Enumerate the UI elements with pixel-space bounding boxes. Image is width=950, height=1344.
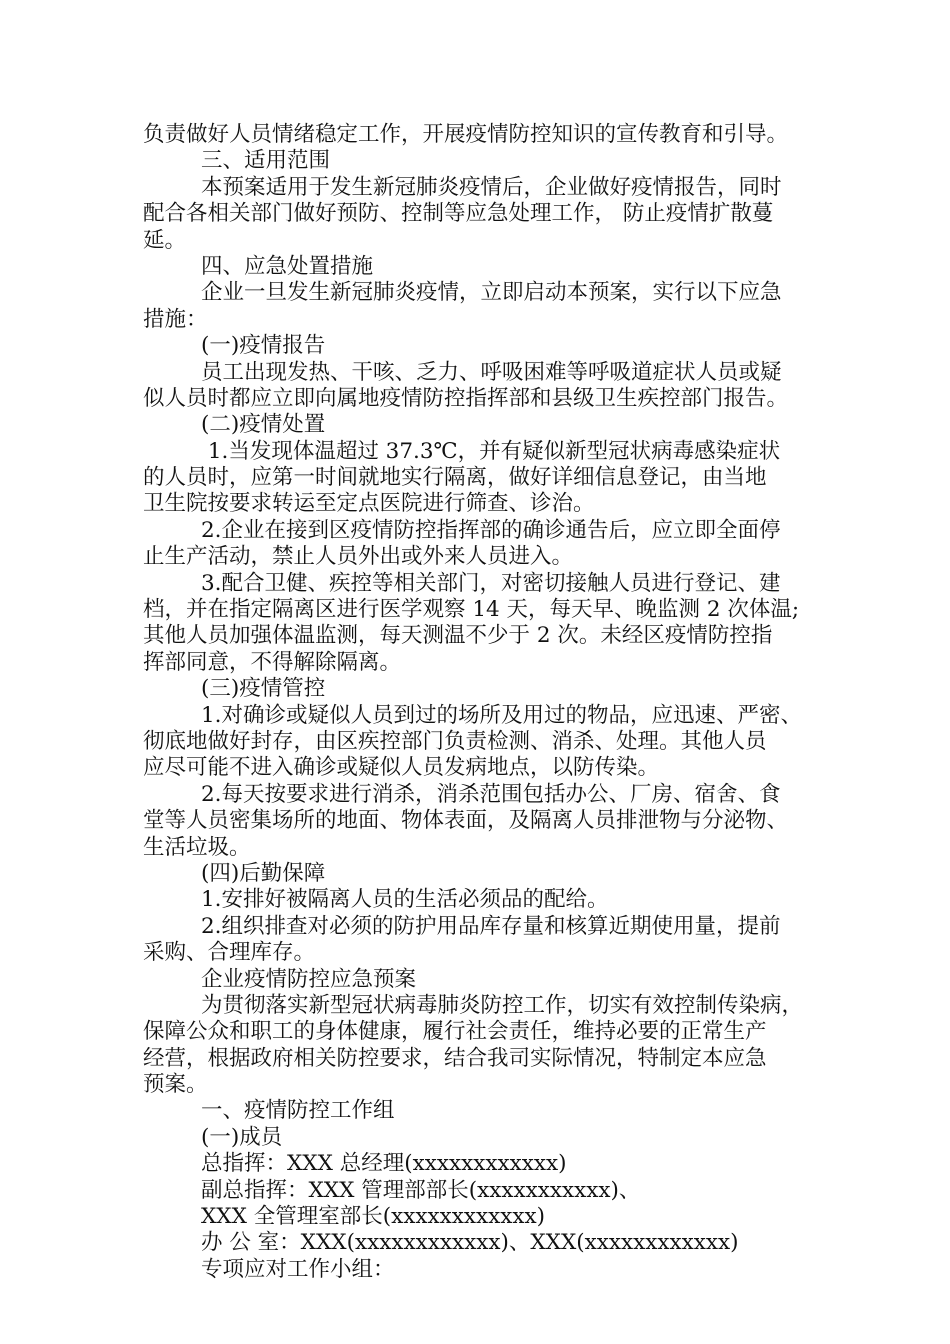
text-line: 员工出现发热、干咳、乏力、呼吸困难等呼吸道症状人员或疑 xyxy=(201,359,782,385)
text-line: 负责做好人员情绪稳定工作，开展疫情防控知识的宣传教育和引导。 xyxy=(143,122,789,147)
text-line: 采购、合理库存。 xyxy=(143,940,316,966)
text-line: 堂等人员密集场所的地面、物体表面，及隔离人员排泄物与分泌物、 xyxy=(143,808,789,834)
text-line: 似人员时都应立即向属地疫情防控指挥部和县级卫生疾控部门报告。 xyxy=(143,385,789,411)
text-line: 企业疫情防控应急预案 xyxy=(201,966,417,992)
text-line: 配合各相关部门做好预防、控制等应急处理工作， 防止疫情扩散蔓 xyxy=(143,201,774,227)
text-line: XXX 全管理室部长(xxxxxxxxxxxx) xyxy=(201,1204,546,1230)
text-line: 生活垃圾。 xyxy=(143,834,251,860)
text-line: 档，并在指定隔离区进行医学观察 14 天，每天早、晚监测 2 次体温; xyxy=(143,597,800,623)
text-line: 2.每天按要求进行消杀，消杀范围包括办公、厂房、宿舍、食 xyxy=(201,781,781,807)
text-line: 挥部同意，不得解除隔离。 xyxy=(143,649,402,675)
text-line: 总指挥：XXX 总经理(xxxxxxxxxxxx) xyxy=(201,1151,567,1177)
text-line: 保障公众和职工的身体健康，履行社会责任，维持必要的正常生产 xyxy=(143,1019,767,1045)
text-line: 本预案适用于发生新冠肺炎疫情后，企业做好疫情报告，同时 xyxy=(201,174,782,200)
text-line: (一)成员 xyxy=(201,1124,283,1150)
text-line: 其他人员加强体温监测，每天测温不少于 2 次。未经区疫情防控指 xyxy=(143,623,773,649)
text-line: 卫生院按要求转运至定点医院进行筛查、诊治。 xyxy=(143,491,595,517)
text-line: 的人员时，应第一时间就地实行隔离，做好详细信息登记，由当地 xyxy=(143,465,767,491)
text-line: 应尽可能不进入确诊或疑似人员发病地点，以防传染。 xyxy=(143,755,660,781)
text-line: 专项应对工作小组： xyxy=(201,1256,395,1282)
text-line: 预案。 xyxy=(143,1072,208,1098)
text-line: 1.当发现体温超过 37.3℃，并有疑似新型冠状病毒感染症状 xyxy=(201,438,781,464)
text-line: (一)疫情报告 xyxy=(201,333,326,359)
text-line: 止生产活动，禁止人员外出或外来人员进入。 xyxy=(143,544,574,570)
text-line: 一、疫情防控工作组 xyxy=(201,1098,395,1124)
text-line: 四、应急处置措施 xyxy=(201,253,374,279)
text-line: 经营，根据政府相关防控要求，结合我司实际情况，特制定本应急 xyxy=(143,1045,767,1071)
text-line: 2.企业在接到区疫情防控指挥部的确诊通告后，应立即全面停 xyxy=(201,517,781,543)
text-line: 企业一旦发生新冠肺炎疫情，立即启动本预案，实行以下应急 xyxy=(201,280,782,306)
text-line: (三)疫情管控 xyxy=(201,676,326,702)
text-line: 1.对确诊或疑似人员到过的场所及用过的物品，应迅速、严密、 xyxy=(201,702,803,728)
text-line: 三、适用范围 xyxy=(201,148,331,174)
text-line: 为贯彻落实新型冠状病毒肺炎防控工作，切实有效控制传染病， xyxy=(201,992,804,1018)
text-line: (四)后勤保障 xyxy=(201,860,326,886)
text-line: 彻底地做好封存，由区疾控部门负责检测、消杀、处理。其他人员 xyxy=(143,728,767,754)
text-line: 3.配合卫健、疾控等相关部门，对密切接触人员进行登记、建 xyxy=(201,570,781,596)
text-line: 副总指挥：XXX 管理部部长(xxxxxxxxxxx)、 xyxy=(201,1177,641,1203)
document-page xyxy=(143,122,823,1283)
text-line: 1.安排好被隔离人员的生活必须品的配给。 xyxy=(201,887,609,913)
text-line: 2.组织排查对必须的防护用品库存量和核算近期使用量，提前 xyxy=(201,913,781,939)
text-line: 延。 xyxy=(143,227,187,253)
text-line: (二)疫情处置 xyxy=(201,412,326,438)
text-line: 办 公 室：XXX(xxxxxxxxxxxx)、XXX(xxxxxxxxxxxx) xyxy=(201,1230,739,1256)
text-line: 措施： xyxy=(143,306,208,332)
